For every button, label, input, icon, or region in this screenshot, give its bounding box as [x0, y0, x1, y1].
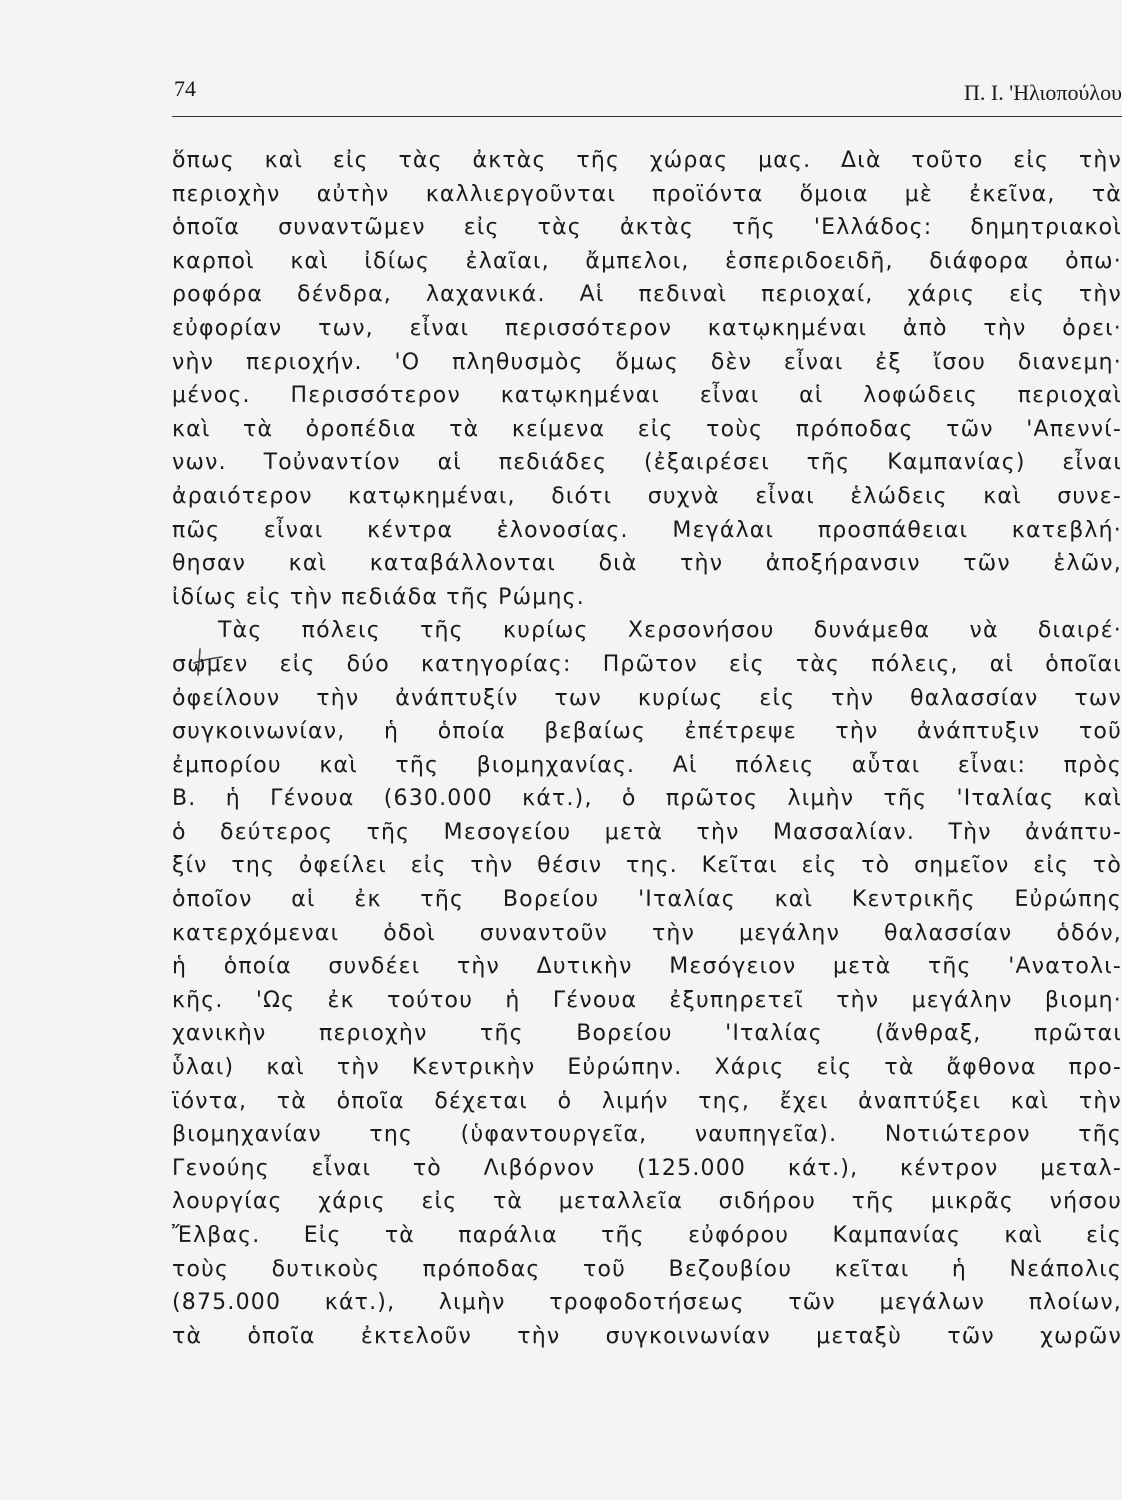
paragraph: [172, 144, 1122, 614]
paragraph: [172, 614, 1122, 1353]
text-line: ὀφείλουν τὴν ἀνάπτυξίν των κυρίως εἰς τὴν θαλασσίαν των: [172, 685, 1122, 711]
header-rule: [172, 116, 1122, 117]
text-line: ἡ ὁποία συνδέει τὴν Δυτικὴν Μεσόγειον μετὰ τῆς 'Ανατολι-: [172, 954, 1122, 980]
text-line: ὁποῖον αἱ ἐκ τῆς Βορείου 'Ιταλίας καὶ Κεντρικῆς Εὐρώπης: [172, 887, 1122, 913]
text-line: μένος. Περισσότερον κατῳκημέναι εἶναι αἱ λοφώδεις περιοχαὶ: [172, 383, 1122, 409]
text-line: ἀραιότερον κατῳκημέναι, διότι συχνὰ εἶναι ἑλώδεις καὶ συνε-: [172, 483, 1122, 509]
text-line: ἰδίως εἰς τὴν πεδιάδα τῆς Ρώμης.: [172, 584, 585, 610]
text-line: κῆς. 'Ως ἐκ τούτου ἡ Γένουα ἐξυπηρετεῖ τὴν μεγάλην βιομη·: [172, 987, 1122, 1013]
text-line: ὗλαι) καὶ τὴν Κεντρικὴν Εὐρώπην. Χάρις εἰς τὰ ἄφθονα προ-: [172, 1055, 1122, 1081]
running-head: Π. Ι. 'Ηλιοπούλου: [964, 80, 1122, 105]
text-line: περιοχὴν αὐτὴν καλλιεργοῦνται προϊόντα ὅμοια μὲ ἐκεῖνα, τὰ: [172, 181, 1122, 207]
text-line: ὁποῖα συναντῶμεν εἰς τὰς ἀκτὰς τῆς 'Ελλάδος: δημητριακοὶ: [172, 215, 1122, 241]
text-line: Ἔλβας. Εἰς τὰ παράλια τῆς εὐφόρου Καμπανίας καὶ εἰς: [172, 1223, 1122, 1248]
text-line: σωμεν εἰς δύο κατηγορίας: Πρῶτον εἰς τὰς πόλεις, αἱ ὁποῖαι: [172, 651, 1122, 677]
body-text: [172, 144, 1122, 1353]
text-line: κατερχόμεναι ὁδοὶ συναντοῦν τὴν μεγάλην θαλασσίαν ὁδόν,: [172, 920, 1122, 946]
text-line: εὐφορίαν των, εἶναι περισσότερον κατῳκημέναι ἀπὸ τὴν ὀρει·: [172, 315, 1122, 341]
text-line: καὶ τὰ ὀροπέδια τὰ κείμενα εἰς τοὺς πρόποδας τῶν 'Απεννί-: [172, 416, 1122, 442]
text-line: συγκοινωνίαν, ἡ ὁποία βεβαίως ἐπέτρεψε τὴν ἀνάπτυξιν τοῦ: [172, 719, 1122, 745]
page-number: 74: [174, 76, 196, 101]
text-line: Β. ἡ Γένουα (630.000 κάτ.), ὁ πρῶτος λιμὴν τῆς 'Ιταλίας καὶ: [172, 786, 1122, 812]
text-line: τοὺς δυτικοὺς πρόποδας τοῦ Βεζουβίου κεῖται ἡ Νεάπολις: [172, 1256, 1122, 1282]
text-line: ξίν της ὀφείλει εἰς τὴν θέσιν της. Κεῖται εἰς τὸ σημεῖον εἰς τὸ: [172, 853, 1122, 879]
text-line: νων. Τοὐναντίον αἱ πεδιάδες (ἐξαιρέσει τῆς Καμπανίας) εἶναι: [172, 450, 1122, 476]
text-line: χανικὴν περιοχὴν τῆς Βορείου 'Ιταλίας (ἄνθραξ, πρῶται: [172, 1021, 1122, 1047]
text-line: ὁ δεύτερος τῆς Μεσογείου μετὰ τὴν Μασσαλίαν. Τὴν ἀνάπτυ-: [172, 819, 1122, 845]
text-line: καρποὶ καὶ ἰδίως ἐλαῖαι, ἄμπελοι, ἑσπεριδοειδῆ, διάφορα ὀπω·: [172, 248, 1122, 274]
text-line: ὅπως καὶ εἰς τὰς ἀκτὰς τῆς χώρας μας. Διὰ τοῦτο εἰς τὴν: [172, 148, 1122, 173]
text-line: θησαν καὶ καταβάλλονται διὰ τὴν ἀποξήρανσιν τῶν ἑλῶν,: [172, 551, 1122, 577]
text-line: Τὰς πόλεις τῆς κυρίως Χερσονήσου δυνάμεθα νὰ διαιρέ·: [218, 618, 1122, 644]
text-line: ϊόντα, τὰ ὁποῖα δέχεται ὁ λιμήν της, ἔχει ἀναπτύξει καὶ τὴν: [172, 1088, 1122, 1114]
text-line: πῶς εἶναι κέντρα ἑλονοσίας. Μεγάλαι προσπάθειαι κατεβλή·: [172, 517, 1122, 543]
text-line: ροφόρα δένδρα, λαχανικά. Αἱ πεδιναὶ περιοχαί, χάρις εἰς τὴν: [172, 282, 1122, 308]
text-line: (875.000 κάτ.), λιμὴν τροφοδοτήσεως τῶν μεγάλων πλοίων,: [172, 1290, 1122, 1316]
text-line: νὴν περιοχήν. 'Ο πληθυσμὸς ὅμως δὲν εἶναι ἐξ ἴσου διανεμη·: [172, 349, 1122, 375]
text-line: Γενούης εἶναι τὸ Λιβόρνον (125.000 κάτ.), κέντρον μεταλ-: [172, 1155, 1122, 1181]
text-line: βιομηχανίαν της (ὑφαντουργεῖα, ναυπηγεῖα). Νοτιώτερον τῆς: [172, 1122, 1122, 1148]
text-line: τὰ ὁποῖα ἐκτελοῦν τὴν συγκοινωνίαν μεταξὺ τῶν χωρῶν: [172, 1323, 1122, 1349]
text-line: ἐμπορίου καὶ τῆς βιομηχανίας. Αἱ πόλεις αὗται εἶναι: πρὸς: [172, 752, 1122, 778]
text-line: λουργίας χάρις εἰς τὰ μεταλλεῖα σιδήρου τῆς μικρᾶς νήσου: [172, 1189, 1122, 1215]
